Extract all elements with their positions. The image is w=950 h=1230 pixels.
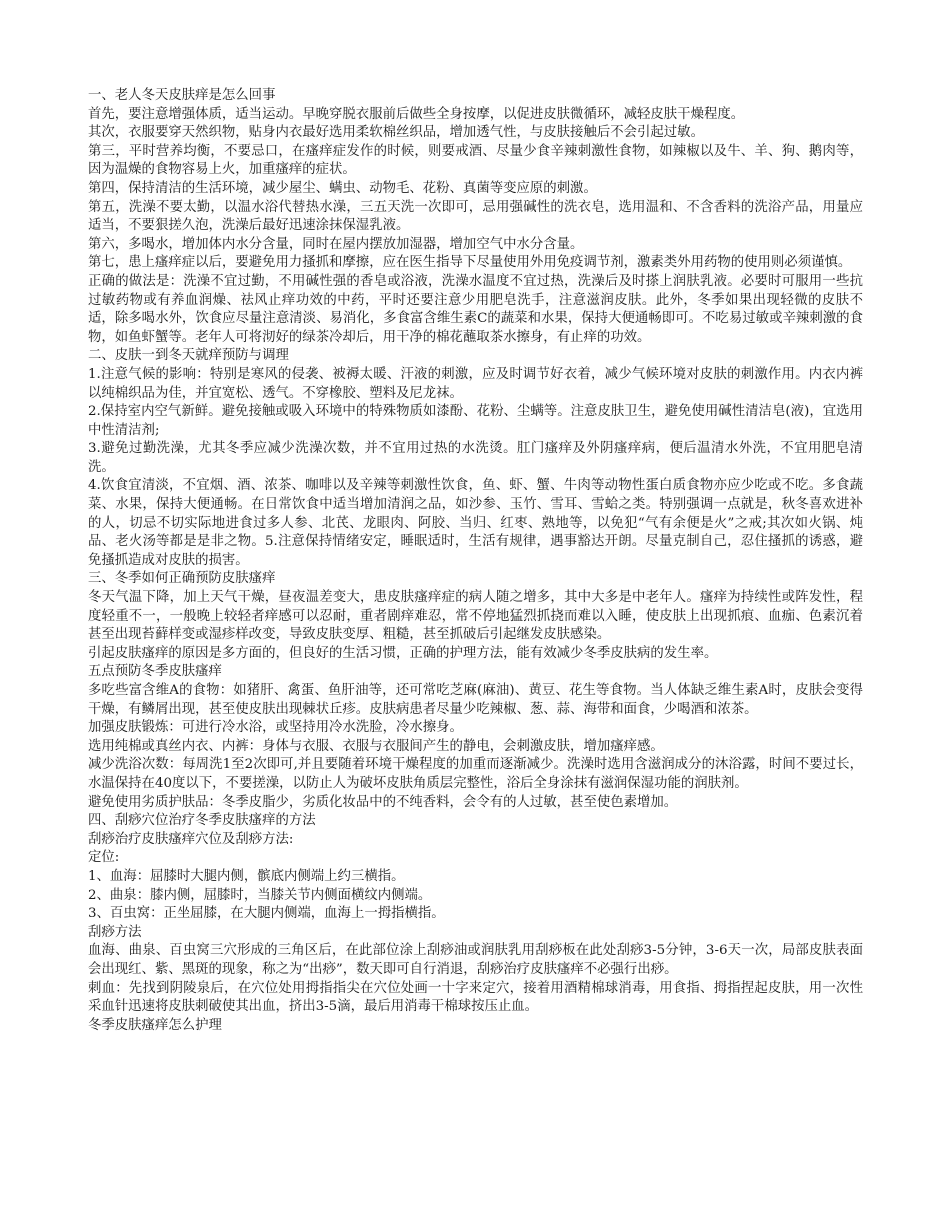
paragraph: 定位:: [88, 850, 120, 866]
paragraph: 4.饮食宜清淡，不宜烟、酒、浓茶、咖啡以及辛辣等刺激性饮食，鱼、虾、蟹、牛肉等动物性蛋白质食物亦应少吃或不吃。多食蔬菜、水果，保持大便通畅。在日常饮食中适当增加清润之品，如沙参、玉竹、雪耳、雪蛤之类。特别强调一点就是，秋冬喜欢进补的人，切忌不切实际地进食过多人参、北芪、龙眼肉、阿胶、当归、红枣、熟地等，以免犯“气有余便是火”之戒;其次如火锅、炖品、老火汤等都是是非之物。5.注意保持情绪安定，睡眠适时，生活有规律，遇事豁达开朗。尽量克制自己，忍住搔抓的诱惑，避免搔抓造成对皮肤的损害。: [88, 478, 863, 568]
paragraph: 第六，多喝水，增加体内水分含量，同时在屋内摆放加湿器，增加空气中水分含量。: [88, 236, 584, 252]
list-item: 1、血海：屈膝时大腿内侧，髌底内侧端上约三横指。: [88, 868, 405, 884]
document-body: [88, 87, 863, 1035]
paragraph: 3.避免过勤洗澡，尤其冬季应减少洗澡次数，并不宜用过热的水洗烫。肛门瘙痒及外阴瘙痒病，便后温清水外洗，不宜用肥皂清洗。: [88, 441, 863, 475]
list-item: 2、曲泉：膝内侧，屈膝时，当膝关节内侧面横纹内侧端。: [88, 887, 432, 903]
closing-heading: 冬季皮肤瘙痒怎么护理: [88, 1017, 222, 1033]
list-item: 3、百虫窝：正坐屈膝，在大腿内侧端，血海上一拇指横指。: [88, 906, 445, 922]
paragraph: 选用纯棉或真丝内衣、内裤：身体与衣服、衣服与衣服间产生的静电，会刺激皮肤，增加瘙痒感。: [88, 738, 664, 754]
paragraph: 血海、曲泉、百虫窝三穴形成的三角区后，在此部位涂上刮痧油或润肤乳用刮痧板在此处刮痧3-5分钟，3-6天一次，局部皮肤表面会出现红、紫、黑斑的现象，称之为“出痧”，数天即可自行消退，刮痧治疗皮肤瘙痒不必强行出痧。: [88, 943, 863, 977]
subsection-heading: 五点预防冬季皮肤瘙痒: [88, 664, 222, 680]
paragraph: 第三，平时营养均衡，不要忌口，在瘙痒症发作的时候，则要戒酒、尽量少食辛辣刺激性食物，如辣椒以及牛、羊、狗、鹅肉等，因为温燥的食物容易上火，加重瘙痒的症状。: [88, 143, 863, 178]
section-heading-4: 四、刮痧穴位治疗冬季皮肤瘙痒的方法: [88, 813, 316, 829]
paragraph: 2.保持室内空气新鲜。避免接触或吸入环境中的特殊物质如漆酚、花粉、尘螨等。注意皮肤卫生，避免使用碱性清洁皂(液)，宜选用中性清洁剂;: [88, 404, 863, 438]
paragraph: 刺血：先找到阴陵泉后，在穴位处用拇指指尖在穴位处画一十字来定穴，接着用酒精棉球消毒，用食指、拇指捏起皮肤，用一次性采血针迅速将皮肤刺破使其出血，挤出3-5滴，最后用消毒干棉球按压止血。: [88, 980, 863, 1015]
paragraph: 减少洗浴次数：每周洗1至2次即可,并且要随着环境干燥程度的加重而逐渐减少。洗澡时选用含滋润成分的沐浴露，时间不要过长，水温保持在40度以下，不要搓澡，以防止人为破坏皮肤角质层完整性，浴后全身涂抹有滋润保湿功能的润肤剂。: [88, 757, 863, 791]
paragraph: 第四，保持清洁的生活环境，减少屋尘、螨虫、动物毛、花粉、真菌等变应原的刺激。: [88, 180, 597, 196]
paragraph: 冬天气温下降，加上天气干燥，昼夜温差变大，患皮肤瘙痒症的病人随之增多，其中大多是中老年人。瘙痒为持续性或阵发性，程度轻重不一，一般晚上较轻者痒感可以忍耐，重者剧痒难忍，常不停地猛烈抓挠而难以入睡，使皮肤上出现抓痕、血痂、色素沉着甚至出现苔藓样变或湿疹样改变，导致皮肤变厚、粗糙，甚至抓破后引起继发皮肤感染。: [88, 590, 863, 643]
paragraph: 避免使用劣质护肤品：冬季皮脂少，劣质化妆品中的不纯香料，会令有的人过敏，甚至使色素增加。: [88, 794, 678, 810]
section-heading-3: 三、冬季如何正确预防皮肤瘙痒: [88, 571, 276, 587]
paragraph: 1.注意气候的影响：特别是寒风的侵袭、被褥太暖、汗液的刺激，应及时调节好衣着，减少气候环境对皮肤的刺激作用。内衣内裤以纯棉织品为佳，并宜宽松、透气。不穿橡胶、塑料及尼龙袜。: [88, 366, 863, 401]
paragraph: 第五，洗澡不要太勤，以温水浴代替热水澡，三五天洗一次即可，忌用强碱性的洗衣皂，选用温和、不含香料的洗浴产品，用量应适当，不要狠搓久泡，洗澡后最好迅速涂抹保湿乳液。: [88, 199, 863, 234]
paragraph: 引起皮肤瘙痒的原因是多方面的，但良好的生活习惯，正确的护理方法，能有效减少冬季皮肤病的发生率。: [88, 645, 718, 661]
section-heading-1: 一、老人冬天皮肤痒是怎么回事: [88, 88, 276, 103]
paragraph: 其次，衣服要穿天然织物，贴身内衣最好选用柔软棉丝织品，增加透气性，与皮肤接触后不会引起过敏。: [88, 125, 704, 141]
paragraph: 刮痧治疗皮肤瘙痒穴位及刮痧方法:: [88, 831, 294, 847]
paragraph: 刮痧方法: [88, 924, 142, 940]
paragraph: 首先，要注意增强体质，适当运动。早晚穿脱衣服前后做些全身按摩，以促进皮肤微循环，减轻皮肤干燥程度。: [88, 106, 745, 122]
paragraph: 正确的做法是：洗澡不宜过勤，不用碱性强的香皂或浴液，洗澡水温度不宜过热，洗澡后及时搽上润肤乳液。必要时可服用一些抗过敏药物或有养血润燥、祛风止痒功效的中药，平时还要注意少用肥皂洗手，注意滋润皮肤。此外，冬季如果出现轻微的皮肤不适，除多喝水外，饮食应尽量注意清淡、易消化，多食富含维生素C的蔬菜和水果，保持大便通畅即可。不吃易过敏或辛辣刺激的食物，如鱼虾蟹等。老年人可将沏好的绿茶冷却后，用干净的棉花蘸取茶水擦身，有止痒的功效。: [88, 273, 863, 345]
paragraph: 加强皮肤锻炼：可进行冷水浴，或坚持用冷水洗脸，冷水擦身。: [88, 720, 463, 736]
paragraph: 第七，患上瘙痒症以后，要避免用力搔抓和摩擦，应在医生指导下尽量使用外用免疫调节剂，激素类外用药物的使用则必须谨慎。: [88, 255, 852, 271]
paragraph: 多吃些富含维A的食物：如猪肝、禽蛋、鱼肝油等，还可常吃芝麻(麻油)、黄豆、花生等食物。当人体缺乏维生素A时，皮肤会变得干燥，有鳞屑出现，甚至使皮肤出现棘状丘疹。皮肤病患者尽量少吃辣椒、葱、蒜、海带和面食，少喝酒和浓茶。: [88, 683, 863, 717]
section-heading-2: 二、皮肤一到冬天就痒预防与调理: [88, 348, 289, 364]
